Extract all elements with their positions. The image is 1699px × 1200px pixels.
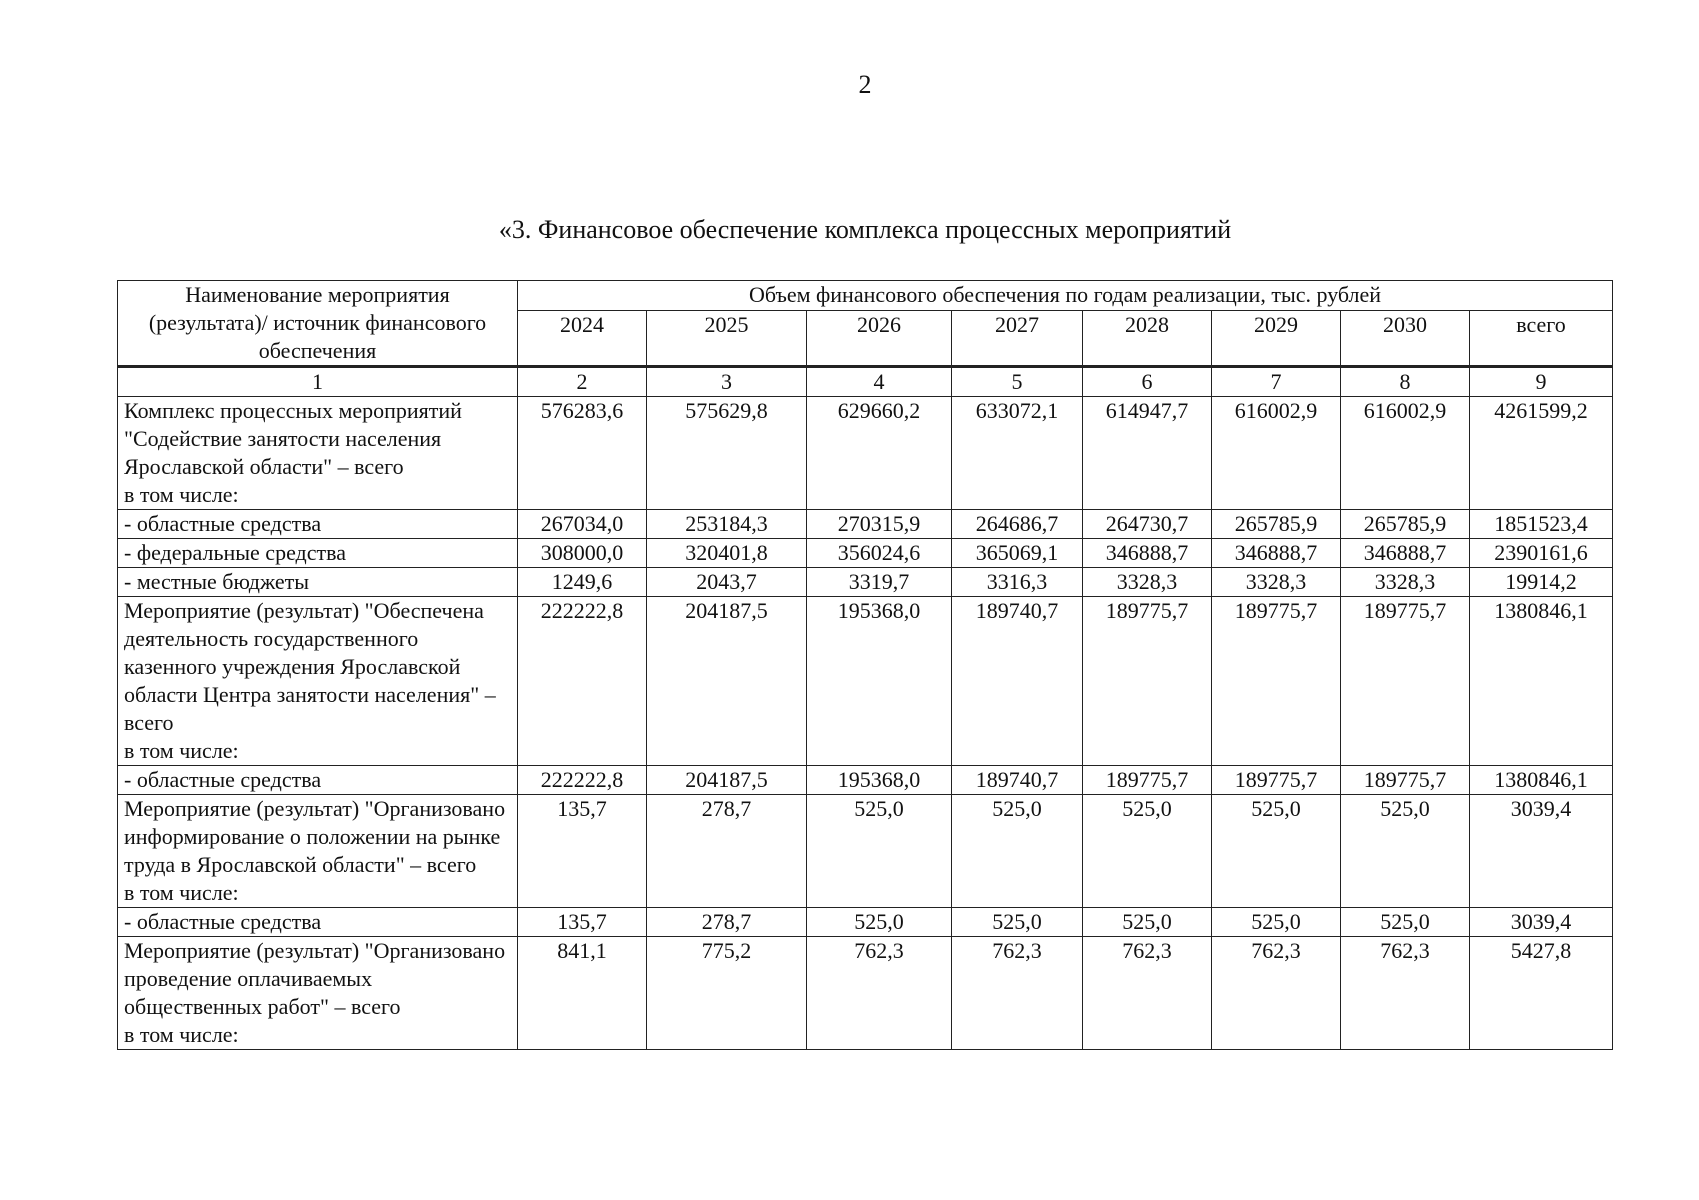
row-value-cell: 222222,8 — [518, 766, 647, 795]
year-header: 2028 — [1083, 311, 1212, 367]
row-value-cell: 135,7 — [518, 795, 647, 908]
row-value-cell: 195368,0 — [807, 766, 952, 795]
row-value-cell: 616002,9 — [1212, 397, 1341, 510]
row-total-cell: 1380846,1 — [1470, 597, 1613, 766]
table-row — [118, 568, 1613, 597]
row-name: Мероприятие (результат) "Обеспечена деятельность государственного казенного учреждения Ярославской области Центра занятости населения" – всего в том числе: — [118, 597, 518, 766]
column-number: 8 — [1341, 367, 1470, 397]
row-value-cell: 629660,2 — [807, 397, 952, 510]
year-header: 2027 — [952, 311, 1083, 367]
table-row — [118, 937, 1613, 1050]
row-name: - областные средства — [118, 510, 518, 539]
table-row — [118, 597, 1613, 766]
row-value-cell: 616002,9 — [1341, 397, 1470, 510]
section-title: «3. Финансовое обеспечение комплекса процессных мероприятий — [498, 215, 1232, 244]
row-value-cell: 762,3 — [1083, 937, 1212, 1050]
row-name: - местные бюджеты — [118, 568, 518, 597]
table-row — [118, 510, 1613, 539]
row-value-cell: 525,0 — [1341, 795, 1470, 908]
row-value-cell: 3328,3 — [1083, 568, 1212, 597]
row-value-cell: 525,0 — [1083, 795, 1212, 908]
row-value-cell: 320401,8 — [647, 539, 807, 568]
row-total-cell: 2390161,6 — [1470, 539, 1613, 568]
row-value-cell: 2043,7 — [647, 568, 807, 597]
row-value-cell: 365069,1 — [952, 539, 1083, 568]
table-row — [118, 795, 1613, 908]
row-value-cell: 775,2 — [647, 937, 807, 1050]
row-total-cell: 1851523,4 — [1470, 510, 1613, 539]
table-row — [118, 908, 1613, 937]
row-total-cell: 5427,8 — [1470, 937, 1613, 1050]
row-value-cell: 1249,6 — [518, 568, 647, 597]
column-number: 6 — [1083, 367, 1212, 397]
row-value-cell: 575629,8 — [647, 397, 807, 510]
year-header: 2024 — [518, 311, 647, 367]
row-total-cell: 19914,2 — [1470, 568, 1613, 597]
row-value-cell: 3328,3 — [1341, 568, 1470, 597]
row-value-cell: 762,3 — [952, 937, 1083, 1050]
column-number: 7 — [1212, 367, 1341, 397]
row-value-cell: 189775,7 — [1212, 766, 1341, 795]
year-header: 2025 — [647, 311, 807, 367]
row-value-cell: 267034,0 — [518, 510, 647, 539]
table-row — [118, 397, 1613, 510]
year-header: 2030 — [1341, 311, 1470, 367]
column-number: 1 — [118, 367, 518, 397]
row-value-cell: 525,0 — [1083, 908, 1212, 937]
row-value-cell: 3328,3 — [1212, 568, 1341, 597]
row-value-cell: 762,3 — [1212, 937, 1341, 1050]
row-name: Мероприятие (результат) "Организовано проведение оплачиваемых общественных работ" – всего в том числе: — [118, 937, 518, 1050]
row-value-cell: 189775,7 — [1341, 766, 1470, 795]
row-value-cell: 346888,7 — [1212, 539, 1341, 568]
column-number-row — [118, 367, 1613, 397]
page-number: 2 — [858, 70, 872, 99]
row-value-cell: 264686,7 — [952, 510, 1083, 539]
row-value-cell: 264730,7 — [1083, 510, 1212, 539]
row-value-cell: 253184,3 — [647, 510, 807, 539]
row-value-cell: 3319,7 — [807, 568, 952, 597]
year-header: 2026 — [807, 311, 952, 367]
row-value-cell: 265785,9 — [1212, 510, 1341, 539]
table-row — [118, 539, 1613, 568]
row-value-cell: 346888,7 — [1341, 539, 1470, 568]
year-header: 2029 — [1212, 311, 1341, 367]
row-value-cell: 189775,7 — [1083, 597, 1212, 766]
row-value-cell: 189775,7 — [1341, 597, 1470, 766]
row-value-cell: 204187,5 — [647, 597, 807, 766]
row-name: - областные средства — [118, 908, 518, 937]
row-value-cell: 525,0 — [1212, 795, 1341, 908]
row-value-cell: 525,0 — [1341, 908, 1470, 937]
row-total-cell: 3039,4 — [1470, 795, 1613, 908]
row-value-cell: 265785,9 — [1341, 510, 1470, 539]
table-row — [118, 766, 1613, 795]
row-value-cell: 278,7 — [647, 795, 807, 908]
row-value-cell: 346888,7 — [1083, 539, 1212, 568]
row-value-cell: 762,3 — [807, 937, 952, 1050]
row-value-cell: 525,0 — [952, 908, 1083, 937]
row-value-cell: 204187,5 — [647, 766, 807, 795]
total-header: всего — [1470, 311, 1613, 367]
volume-column-header: Объем финансового обеспечения по годам реализации, тыс. рублей — [518, 281, 1613, 311]
row-value-cell: 189775,7 — [1083, 766, 1212, 795]
row-value-cell: 525,0 — [952, 795, 1083, 908]
row-value-cell: 195368,0 — [807, 597, 952, 766]
row-name: - областные средства — [118, 766, 518, 795]
row-value-cell: 308000,0 — [518, 539, 647, 568]
row-value-cell: 525,0 — [807, 908, 952, 937]
row-value-cell: 189740,7 — [952, 597, 1083, 766]
name-column-header: Наименование мероприятия (результата)/ источник финансового обеспечения — [118, 281, 518, 367]
column-number: 5 — [952, 367, 1083, 397]
row-value-cell: 633072,1 — [952, 397, 1083, 510]
financing-table — [117, 280, 1613, 1050]
row-value-cell: 576283,6 — [518, 397, 647, 510]
row-value-cell: 135,7 — [518, 908, 647, 937]
row-name: - федеральные средства — [118, 539, 518, 568]
column-number: 2 — [518, 367, 647, 397]
row-value-cell: 189740,7 — [952, 766, 1083, 795]
row-value-cell: 222222,8 — [518, 597, 647, 766]
row-value-cell: 525,0 — [1212, 908, 1341, 937]
row-value-cell: 614947,7 — [1083, 397, 1212, 510]
row-total-cell: 3039,4 — [1470, 908, 1613, 937]
column-number: 9 — [1470, 367, 1613, 397]
row-value-cell: 189775,7 — [1212, 597, 1341, 766]
row-total-cell: 4261599,2 — [1470, 397, 1613, 510]
row-value-cell: 270315,9 — [807, 510, 952, 539]
row-name: Комплекс процессных мероприятий "Содействие занятости населения Ярославской области" – всего в том числе: — [118, 397, 518, 510]
row-value-cell: 525,0 — [807, 795, 952, 908]
row-name: Мероприятие (результат) "Организовано информирование о положении на рынке труда в Ярославской области" – всего в том числе: — [118, 795, 518, 908]
row-total-cell: 1380846,1 — [1470, 766, 1613, 795]
row-value-cell: 3316,3 — [952, 568, 1083, 597]
row-value-cell: 278,7 — [647, 908, 807, 937]
table-body — [118, 397, 1613, 1050]
row-value-cell: 762,3 — [1341, 937, 1470, 1050]
row-value-cell: 356024,6 — [807, 539, 952, 568]
column-number: 4 — [807, 367, 952, 397]
column-number: 3 — [647, 367, 807, 397]
row-value-cell: 841,1 — [518, 937, 647, 1050]
